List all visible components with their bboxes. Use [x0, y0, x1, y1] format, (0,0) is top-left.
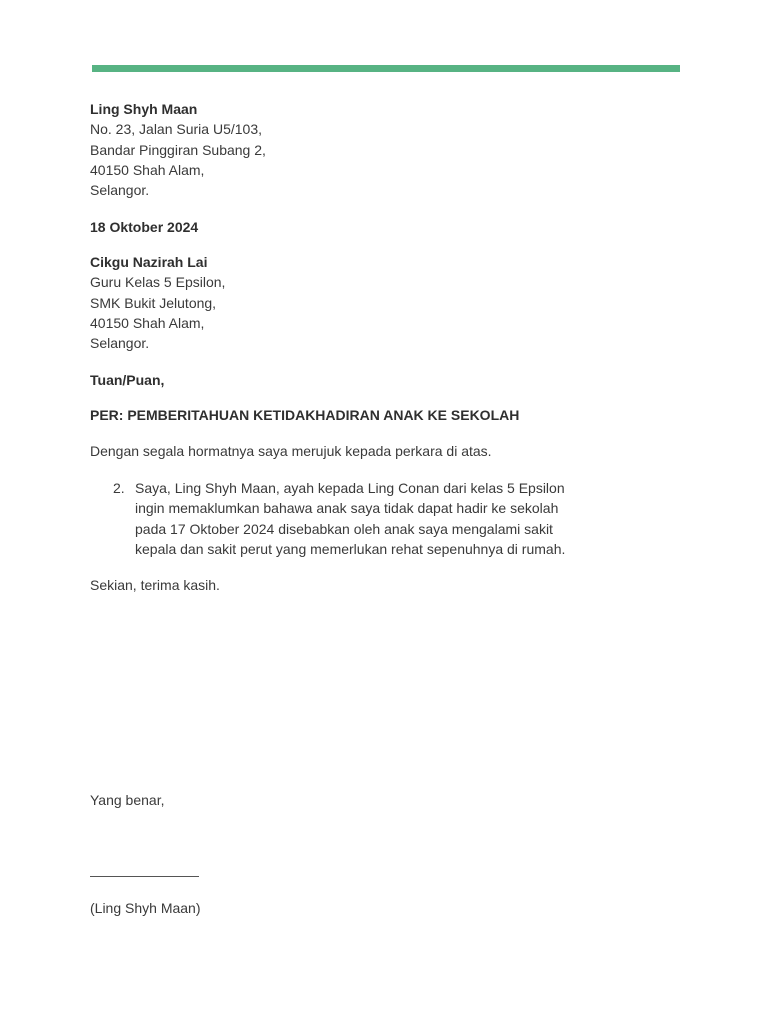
recipient-address-line: SMK Bukit Jelutong, [90, 294, 217, 311]
paragraph-line: ingin memaklumkan bahawa anak saya tidak dapat hadir ke sekolah [135, 500, 559, 517]
sender-address-line: Bandar Pinggiran Subang 2, [90, 141, 266, 158]
recipient-address-line: Selangor. [90, 335, 150, 352]
sender-block [90, 99, 266, 200]
recipient-name: Cikgu Nazirah Lai [90, 254, 208, 270]
paragraph-line: kepala dan sakit perut yang memerlukan rehat sepenuhnya di rumah. [135, 540, 566, 557]
recipient-address-line: Guru Kelas 5 Epsilon, [90, 274, 226, 291]
yours-truly: Yang benar, [90, 792, 165, 808]
intro-paragraph: Dengan segala hormatnya saya merujuk kepada perkara di atas. [90, 443, 492, 459]
recipient-block [90, 252, 225, 353]
sender-address-line: 40150 Shah Alam, [90, 161, 205, 178]
salutation: Tuan/Puan, [90, 372, 165, 388]
recipient-address-line: 40150 Shah Alam, [90, 314, 205, 331]
signature-name: (Ling Shyh Maan) [90, 900, 201, 916]
paragraph-number: 2. [113, 480, 125, 496]
paragraph-line: Saya, Ling Shyh Maan, ayah kepada Ling Conan dari kelas 5 Epsilon [135, 480, 565, 496]
accent-header-bar [92, 65, 680, 72]
signature-line [90, 876, 199, 877]
closing-text: Sekian, terima kasih. [90, 577, 220, 593]
paragraph-body [135, 478, 575, 559]
paragraph-line: pada 17 Oktober 2024 disebabkan oleh anak saya mengalami sakit [135, 520, 553, 537]
subject-line: PER: PEMBERITAHUAN KETIDAKHADIRAN ANAK KE SEKOLAH [90, 407, 520, 423]
sender-address-line: Selangor. [90, 182, 150, 199]
sender-name: Ling Shyh Maan [90, 101, 198, 117]
sender-address-line: No. 23, Jalan Suria U5/103, [90, 121, 262, 138]
letter-date: 18 Oktober 2024 [90, 219, 199, 235]
